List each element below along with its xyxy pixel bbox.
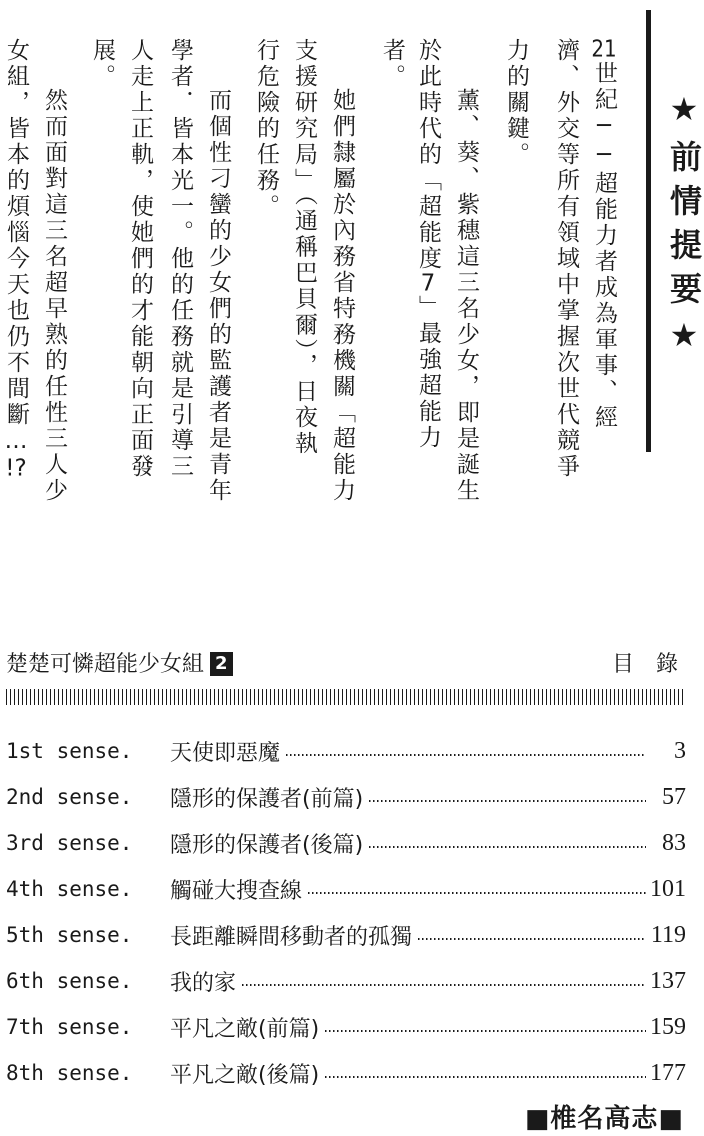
toc-chapter-title: 平凡之敵(後篇) xyxy=(170,1062,320,1088)
toc-dot-leader xyxy=(308,892,646,894)
summary-column xyxy=(128,38,151,480)
toc-dot-leader xyxy=(325,1030,646,1032)
summary-column xyxy=(380,38,403,90)
toc-entry xyxy=(6,866,686,912)
toc-page-number: 159 xyxy=(650,1013,686,1040)
summary-text-segment: 展。 xyxy=(89,38,115,90)
toc-sense-label: 4th sense. xyxy=(6,877,133,901)
toc-entry xyxy=(6,774,686,820)
toc-page-number: 3 xyxy=(674,737,686,764)
summary-text-segment: 人走上正軌，使她們的才能朝向正面發 xyxy=(127,38,153,480)
summary-column xyxy=(206,88,229,504)
toc-heading: 目錄 xyxy=(612,652,701,677)
summary-heading: ★前情提要★ xyxy=(665,90,703,366)
toc-chapter-title: 觸碰大搜查線 xyxy=(170,878,303,904)
summary-text-segment: 學者．皆本光一。他的任務就是引導三 xyxy=(167,38,193,480)
toc-chapter-title: 隱形的保護者(後篇) xyxy=(170,832,364,858)
summary-column xyxy=(330,88,353,504)
summary-column xyxy=(42,88,65,504)
summary-column xyxy=(454,88,477,504)
summary-text-segment: 支援研究局」（通稱巴貝爾），日夜執 xyxy=(291,38,317,457)
summary-column xyxy=(4,38,27,480)
toc-page-number: 137 xyxy=(650,967,686,994)
toc-entry xyxy=(6,912,686,958)
toc-entry xyxy=(6,728,686,774)
toc-page-number: 83 xyxy=(662,829,686,856)
summary-column xyxy=(292,38,315,457)
summary-text-segment: 薰、葵、紫穗這三名少女，即是誕生 xyxy=(453,88,479,504)
summary-text-segment: 者。 xyxy=(379,38,405,90)
toc-sense-label: 5th sense. xyxy=(6,923,133,947)
summary-text-segment: !? xyxy=(5,457,27,480)
summary-text-segment: 於此時代的「超能度 xyxy=(415,38,441,272)
summary-text-segment: 21 xyxy=(591,38,617,61)
toc-sense-label: 7th sense. xyxy=(6,1015,133,1039)
summary-column xyxy=(90,38,113,90)
summary-text-segment: 然而面對這三名超早熟的任性三人少 xyxy=(41,88,67,504)
toc-list xyxy=(6,728,686,1096)
author-name: ■椎名高志■ xyxy=(524,1104,684,1134)
summary-text-segment: 力的關鍵。 xyxy=(503,38,529,168)
toc-chapter-title: 平凡之敵(前篇) xyxy=(170,1016,320,1042)
toc-sense-label: 3rd sense. xyxy=(6,831,133,855)
summary-text-segment: 濟、外交等所有領域中掌握次世代競爭 xyxy=(553,38,579,480)
toc-sense-label: 2nd sense. xyxy=(6,785,133,809)
toc-page-number: 177 xyxy=(650,1059,686,1086)
toc-page-number: 101 xyxy=(650,875,686,902)
toc-dot-leader xyxy=(418,938,646,940)
toc-sense-label: 1st sense. xyxy=(6,739,133,763)
toc-chapter-title: 天使即惡魔 xyxy=(170,740,281,766)
toc-entry xyxy=(6,1004,686,1050)
toc-dot-leader xyxy=(325,1076,646,1078)
toc-sense-label: 8th sense. xyxy=(6,1061,133,1085)
book-title xyxy=(6,647,233,678)
toc-dot-leader xyxy=(242,984,646,986)
summary-column xyxy=(592,38,615,431)
toc-dot-leader xyxy=(369,800,646,802)
summary-text-segment: 行危險的任務。 xyxy=(253,38,279,220)
summary-column xyxy=(416,38,439,451)
toc-entry xyxy=(6,820,686,866)
volume-badge: 2 xyxy=(210,652,233,676)
toc-page-number: 57 xyxy=(662,783,686,810)
summary-text-segment: 」最強超能力 xyxy=(415,295,441,451)
toc-sense-label: 6th sense. xyxy=(6,969,133,993)
toc-chapter-title: 隱形的保護者(前篇) xyxy=(170,786,364,812)
summary-text-segment: 女組，皆本的煩惱今天也仍不間斷… xyxy=(3,38,29,457)
summary-column xyxy=(254,38,277,220)
tick-rule xyxy=(6,689,686,705)
summary-text-segment: 7 xyxy=(420,272,436,295)
summary-text-segment: 她們隸屬於內務省特務機關「超能力 xyxy=(329,88,355,504)
toc-dot-leader xyxy=(369,846,646,848)
toc-dot-leader xyxy=(286,754,646,756)
book-title-text: 楚楚可憐超能少女組 xyxy=(6,652,205,677)
toc-chapter-title: 長距離瞬間移動者的孤獨 xyxy=(170,924,413,950)
summary-column xyxy=(554,38,577,480)
summary-column xyxy=(168,38,191,480)
toc-entry xyxy=(6,1050,686,1096)
summary-text-segment: 而個性刁蠻的少女們的監護者是青年 xyxy=(205,88,231,504)
toc-chapter-title: 我的家 xyxy=(170,970,237,996)
toc-page-number: 119 xyxy=(650,921,686,948)
summary-text-segment: 世紀──超能力者成為軍事、經 xyxy=(591,61,617,431)
toc-entry xyxy=(6,958,686,1004)
summary-column xyxy=(504,38,527,168)
summary-rule xyxy=(646,10,651,452)
